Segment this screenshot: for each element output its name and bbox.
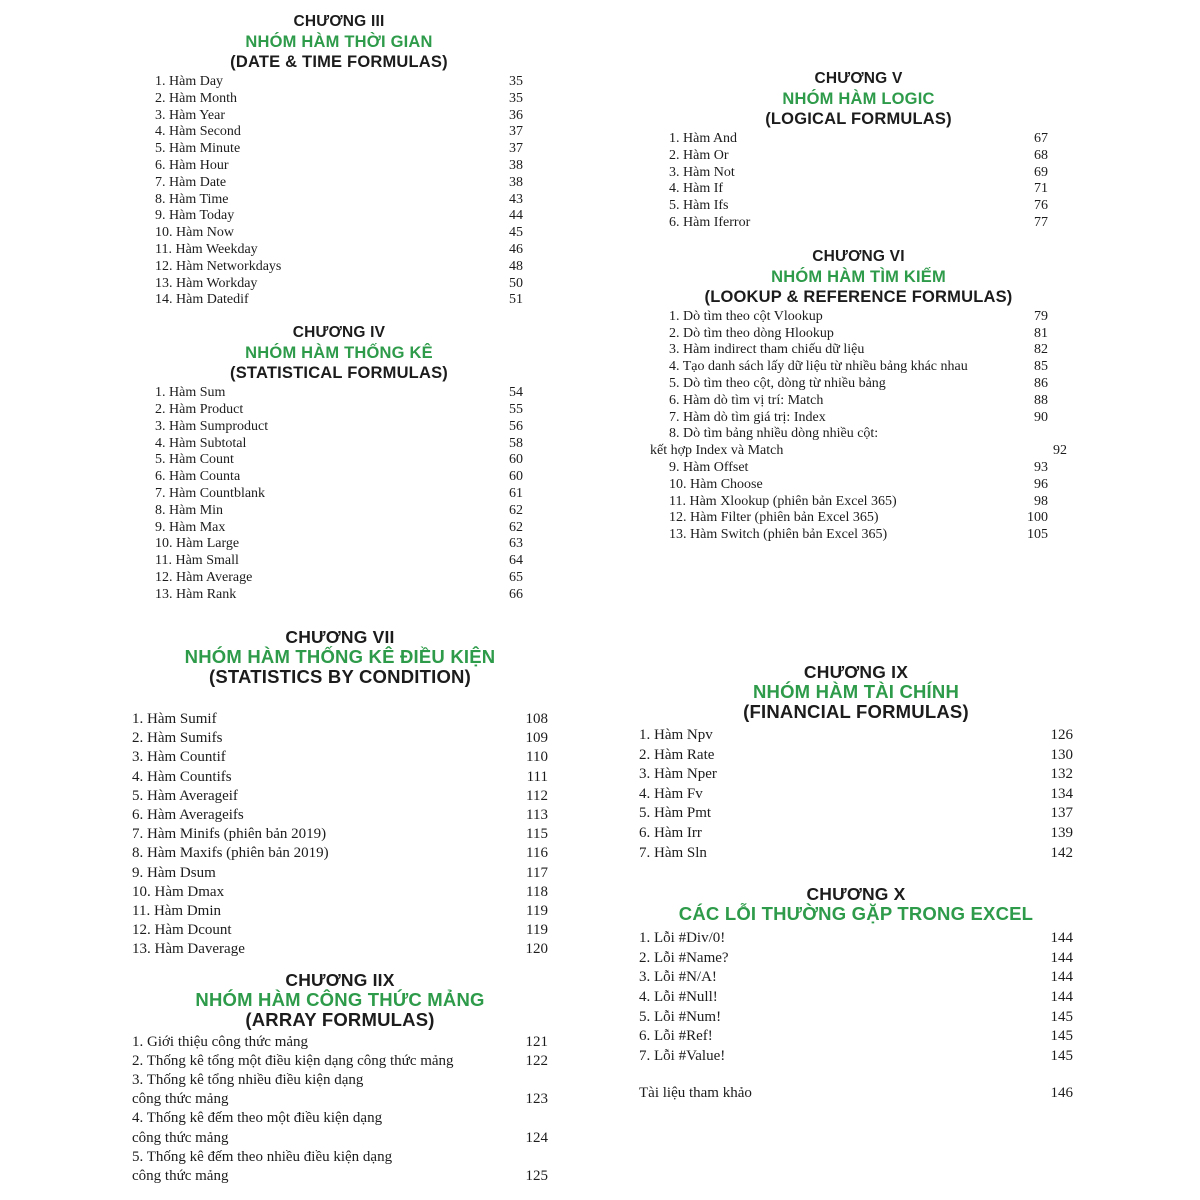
- toc-entry-label: 2. Hàm Product: [155, 401, 244, 417]
- toc-entry: [132, 1052, 548, 1071]
- toc-entry-label: 7. Hàm Minifs (phiên bản 2019): [132, 826, 327, 843]
- toc-entry: [132, 787, 548, 806]
- toc-entry-page-number: 61: [509, 485, 523, 501]
- toc-entry-label: 12. Hàm Filter (phiên bản Excel 365): [669, 510, 879, 526]
- toc-entry-label: 6. Hàm dò tìm vị trí: Match: [669, 392, 824, 408]
- toc-entry-page-number: 67: [1034, 131, 1048, 146]
- toc-entry-page-number: 66: [509, 586, 523, 602]
- toc-entry: [155, 536, 523, 553]
- toc-entry-label: 9. Hàm Max: [155, 519, 226, 535]
- chapter-number: CHƯƠNG III: [293, 13, 385, 30]
- toc-entry: [669, 426, 1048, 443]
- chapter-iix-heading: [132, 970, 548, 1030]
- toc-entry-page-number: 65: [509, 569, 523, 585]
- toc-entry-page-number: 54: [509, 385, 523, 401]
- toc-entry: [132, 825, 548, 844]
- chapter-6-items: [650, 308, 1067, 544]
- toc-entry-label: 13. Hàm Switch (phiên bản Excel 365): [669, 527, 888, 543]
- toc-entry-page-number: 93: [1034, 459, 1048, 475]
- toc-column-top-left: [155, 12, 523, 604]
- toc-entry-label: 7. Lỗi #Value!: [639, 1047, 726, 1064]
- toc-entry-label: 6. Hàm Iferror: [669, 214, 751, 230]
- toc-entry-label: 1. Hàm Sum: [155, 385, 226, 401]
- toc-entry-page-number: 144: [1050, 988, 1073, 1005]
- toc-entry-label: 1. Hàm Day: [155, 74, 224, 89]
- toc-entry: [132, 710, 548, 729]
- chapter-10-items: [639, 929, 1073, 1066]
- toc-entry-page-number: 86: [1034, 375, 1048, 391]
- toc-entry-page-number: 110: [526, 749, 548, 766]
- toc-entry: [639, 824, 1073, 844]
- chapter-6-section: [650, 247, 1067, 544]
- toc-entry-label: 1. Lỗi #Div/0!: [639, 930, 726, 947]
- toc-entry: [669, 460, 1048, 477]
- toc-entry-label: 4. Hàm Subtotal: [155, 435, 247, 451]
- toc-entry-page-number: 145: [1050, 1008, 1073, 1025]
- toc-entry: [155, 225, 523, 242]
- toc-entry-label: 5. Thống kê đếm theo nhiều điều kiện dạng: [132, 1148, 393, 1165]
- toc-entry-page-number: 123: [525, 1091, 548, 1108]
- chapter-6-heading: [669, 247, 1048, 307]
- toc-entry-label: 12. Hàm Average: [155, 569, 253, 585]
- toc-entry: [132, 1033, 548, 1052]
- toc-entry-label: 2. Hàm Rate: [639, 746, 715, 763]
- toc-column-bottom-left: [132, 627, 548, 1186]
- toc-entry: [155, 553, 523, 570]
- chapter-title-english: (STATISTICS BY CONDITION): [209, 666, 471, 687]
- toc-entry-label: 5. Hàm Ifs: [669, 198, 729, 214]
- toc-entry: [132, 1109, 548, 1128]
- toc-entry-page-number: 105: [1027, 527, 1048, 543]
- toc-column-top-right: [650, 69, 1067, 544]
- toc-entry: [155, 469, 523, 486]
- toc-entry: [132, 1148, 548, 1167]
- toc-entry-page-number: 112: [526, 787, 548, 804]
- toc-entry-label: 5. Hàm Count: [155, 452, 234, 468]
- toc-entry: [155, 402, 523, 419]
- chapter-3-heading: [155, 12, 523, 72]
- chapter-title-vietnamese: CÁC LỖI THƯỜNG GẶP TRONG EXCEL: [678, 903, 1034, 925]
- toc-entry-label: 11. Hàm Small: [155, 553, 239, 569]
- chapter-title-english: (FINANCIAL FORMULAS): [743, 701, 969, 722]
- toc-entry-label: 6. Hàm Averageifs: [132, 807, 244, 824]
- toc-entry-label: 14. Hàm Datedif: [155, 292, 249, 308]
- toc-entry-label: 1. Hàm Npv: [639, 727, 713, 743]
- toc-entry-page-number: 145: [1050, 1028, 1073, 1045]
- toc-entry: [155, 74, 523, 91]
- toc-entry: [132, 921, 548, 940]
- toc-entry-page-number: 100: [1027, 510, 1048, 526]
- toc-entry: [155, 587, 523, 604]
- toc-entry-page-number: 125: [525, 1168, 548, 1185]
- toc-entry: [639, 746, 1073, 766]
- toc-entry-page-number: 46: [509, 241, 523, 257]
- toc-entry-page-number: 63: [509, 536, 523, 552]
- toc-entry-page-number: 132: [1050, 766, 1073, 783]
- toc-entry-page-number: 139: [1050, 824, 1073, 841]
- toc-entry: [132, 844, 548, 863]
- toc-entry-label: 3. Hàm indirect tham chiếu dữ liệu: [669, 342, 865, 358]
- toc-entry: [155, 175, 523, 192]
- toc-entry-label: 4. Thống kê đếm theo một điều kiện dạng: [132, 1110, 383, 1127]
- toc-entry-page-number: 55: [509, 401, 523, 417]
- toc-entry-page-number: 69: [1034, 164, 1048, 180]
- toc-entry-page-number: 48: [509, 258, 523, 274]
- toc-entry-label: 3. Hàm Nper: [639, 766, 717, 783]
- toc-entry-page-number: 82: [1034, 342, 1048, 358]
- toc-entry: [639, 1027, 1073, 1047]
- toc-entry-page-number: 62: [509, 502, 523, 518]
- toc-entry: [155, 208, 523, 225]
- toc-entry-page-number: 88: [1034, 392, 1048, 408]
- toc-entry-page-number: 98: [1034, 493, 1048, 509]
- toc-entry-label: 13. Hàm Workday: [155, 275, 258, 291]
- chapter-7-heading: [132, 627, 548, 687]
- toc-entry-page-number: 50: [509, 275, 523, 291]
- toc-entry: [639, 949, 1073, 969]
- toc-entry-page-number: 81: [1034, 325, 1048, 341]
- toc-entry-page-number: 126: [1050, 727, 1073, 743]
- toc-entry: [132, 768, 548, 787]
- chapter-title-vietnamese: NHÓM HÀM TÀI CHÍNH: [752, 681, 960, 702]
- chapter-title-english: (ARRAY FORMULAS): [245, 1008, 435, 1030]
- toc-entry: [155, 292, 523, 309]
- toc-entry: [669, 342, 1048, 359]
- references-items: [639, 1084, 1073, 1104]
- toc-entry-label: 2. Hàm Or: [669, 147, 729, 163]
- chapter-title-vietnamese: NHÓM HÀM TÌM KIẾM: [771, 267, 946, 286]
- toc-entry-label: 6. Hàm Counta: [155, 469, 241, 485]
- toc-entry-page-number: 38: [509, 157, 523, 173]
- toc-entry-page-number: 35: [509, 90, 523, 106]
- toc-entry: [669, 510, 1048, 527]
- toc-entry-label: công thức mảng: [132, 1129, 229, 1146]
- toc-entry-page-number: 68: [1034, 147, 1048, 163]
- toc-entry-page-number: 109: [525, 730, 548, 747]
- toc-entry-label: công thức mảng: [132, 1168, 229, 1185]
- chapter-10-heading: [639, 884, 1073, 924]
- toc-entry: [639, 1084, 1073, 1104]
- chapter-5-items: [669, 131, 1048, 232]
- toc-entry-page-number: 35: [509, 74, 523, 89]
- toc-entry-label: 4. Tạo danh sách lấy dữ liệu từ nhiều bảng khác nhau: [669, 359, 968, 375]
- toc-entry: [669, 494, 1048, 511]
- toc-entry-label: 10. Hàm Large: [155, 536, 240, 552]
- toc-entry: [669, 326, 1048, 343]
- toc-entry: [639, 765, 1073, 785]
- toc-entry: [155, 436, 523, 453]
- chapter-title-vietnamese: NHÓM HÀM LOGIC: [782, 90, 935, 108]
- toc-entry-label: 11. Hàm Weekday: [155, 241, 258, 257]
- toc-entry-label: 7. Hàm Countblank: [155, 485, 266, 501]
- chapter-5-heading: [669, 69, 1048, 129]
- toc-entry: [155, 570, 523, 587]
- toc-entry-label: 13. Hàm Daverage: [132, 941, 245, 958]
- toc-entry: [669, 198, 1048, 215]
- toc-entry-page-number: 146: [1050, 1085, 1073, 1102]
- toc-entry-page-number: 145: [1050, 1047, 1073, 1064]
- toc-entry-page-number: 60: [509, 452, 523, 468]
- toc-entry: [155, 141, 523, 158]
- toc-entry-label: 9. Hàm Today: [155, 208, 235, 224]
- toc-entry-label: 3. Hàm Countif: [132, 749, 226, 766]
- toc-entry-label: 4. Lỗi #Null!: [639, 988, 718, 1005]
- toc-entry: [669, 181, 1048, 198]
- toc-entry: [132, 806, 548, 825]
- toc-entry-page-number: 96: [1034, 476, 1048, 492]
- toc-entry-page-number: 124: [525, 1129, 548, 1146]
- toc-entry: [639, 988, 1073, 1008]
- toc-entry: [132, 1167, 548, 1186]
- toc-entry: [132, 1071, 548, 1090]
- toc-entry: [132, 902, 548, 921]
- toc-entry: [132, 883, 548, 902]
- chapter-5-section: [669, 69, 1048, 232]
- toc-entry: [639, 1047, 1073, 1067]
- toc-entry-label: 5. Dò tìm theo cột, dòng từ nhiều bảng: [669, 375, 886, 391]
- toc-entry-label: 2. Lỗi #Name?: [639, 949, 729, 966]
- toc-entry-page-number: 108: [525, 711, 548, 727]
- chapter-number: CHƯƠNG IX: [803, 662, 909, 682]
- toc-entry-label: 4. Hàm Countifs: [132, 768, 232, 785]
- toc-entry-page-number: 37: [509, 141, 523, 157]
- toc-entry-page-number: 37: [509, 124, 523, 140]
- toc-entry: [155, 520, 523, 537]
- chapter-number: CHƯƠNG X: [806, 884, 906, 905]
- toc-entry-page-number: 64: [509, 553, 523, 569]
- toc-entry: [155, 486, 523, 503]
- toc-entry-label: 5. Lỗi #Num!: [639, 1008, 722, 1025]
- toc-entry-page-number: 119: [526, 922, 548, 939]
- toc-entry-label: 10. Hàm Dmax: [132, 883, 225, 900]
- toc-entry: [669, 131, 1048, 148]
- toc-entry: [132, 940, 548, 959]
- toc-entry-page-number: 44: [509, 208, 523, 224]
- chapter-4-items: [155, 385, 523, 603]
- toc-entry: [155, 503, 523, 520]
- chapter-title-vietnamese: NHÓM HÀM THỜI GIAN: [245, 33, 433, 51]
- toc-entry-label: 6. Hàm Irr: [639, 824, 702, 841]
- toc-entry-label: 9. Hàm Dsum: [132, 864, 216, 881]
- toc-entry-page-number: 117: [526, 864, 548, 881]
- toc-entry-page-number: 116: [526, 845, 548, 862]
- toc-entry-label: kết hợp Index và Match: [650, 443, 784, 459]
- toc-entry-page-number: 90: [1034, 409, 1048, 425]
- toc-entry: [639, 844, 1073, 864]
- toc-entry-page-number: 45: [509, 225, 523, 241]
- toc-entry: [639, 726, 1073, 746]
- references-section: [639, 1084, 1073, 1104]
- toc-entry-label: 2. Hàm Sumifs: [132, 730, 223, 747]
- chapter-number: CHƯƠNG V: [814, 70, 903, 87]
- toc-entry-label: 1. Hàm And: [669, 131, 738, 146]
- toc-entry: [155, 419, 523, 436]
- toc-entry: [155, 452, 523, 469]
- toc-entry-page-number: 118: [526, 883, 548, 900]
- toc-entry-page-number: 38: [509, 174, 523, 190]
- chapter-title-vietnamese: NHÓM HÀM CÔNG THỨC MẢNG: [195, 988, 485, 1010]
- toc-entry: [155, 276, 523, 293]
- toc-entry-label: 3. Hàm Year: [155, 107, 225, 123]
- toc-entry: [155, 242, 523, 259]
- toc-entry: [669, 527, 1048, 544]
- toc-entry: [132, 748, 548, 767]
- chapter-number: CHƯƠNG IIX: [285, 969, 395, 990]
- toc-entry-label: 4. Hàm Fv: [639, 785, 703, 802]
- chapter-4-section: [155, 323, 523, 603]
- chapter-number: CHƯƠNG IV: [292, 324, 386, 342]
- toc-entry: [669, 215, 1048, 232]
- toc-entry: [639, 1008, 1073, 1028]
- toc-entry-page-number: 134: [1050, 785, 1073, 802]
- toc-entry: [155, 259, 523, 276]
- toc-entry-page-number: 92: [1053, 443, 1067, 459]
- toc-entry: [669, 359, 1048, 376]
- toc-entry-label: 1. Giới thiệu công thức mảng: [132, 1033, 309, 1050]
- toc-entry-label: 3. Lỗi #N/A!: [639, 969, 717, 986]
- chapter-title-english: (DATE & TIME FORMULAS): [230, 53, 448, 71]
- toc-entry: [669, 393, 1048, 410]
- toc-entry-label: 2. Hàm Month: [155, 90, 238, 106]
- toc-entry: [155, 124, 523, 141]
- toc-entry-label: 11. Hàm Dmin: [132, 903, 222, 920]
- toc-entry-page-number: 144: [1050, 930, 1073, 947]
- toc-entry: [132, 864, 548, 883]
- toc-entry-page-number: 122: [525, 1052, 548, 1069]
- toc-entry: [132, 1090, 548, 1109]
- toc-entry-label: 1. Dò tìm theo cột Vlookup: [669, 308, 823, 324]
- toc-entry-label: 8. Dò tìm bảng nhiều dòng nhiều cột:: [669, 426, 879, 442]
- chapter-title-english: (LOOKUP & REFERENCE FORMULAS): [704, 287, 1013, 306]
- toc-entry-label: 3. Thống kê tổng nhiều điều kiện dạng: [132, 1072, 364, 1089]
- toc-entry-label: 7. Hàm Sln: [639, 844, 707, 861]
- toc-entry: [639, 968, 1073, 988]
- toc-entry: [650, 443, 1067, 460]
- chapter-number: CHƯƠNG VII: [285, 627, 395, 647]
- toc-entry: [155, 108, 523, 125]
- toc-entry-page-number: 120: [525, 941, 548, 958]
- toc-entry: [669, 410, 1048, 427]
- toc-entry: [155, 158, 523, 175]
- toc-entry-page-number: 76: [1034, 198, 1048, 214]
- chapter-title-english: (STATISTICAL FORMULAS): [230, 364, 448, 383]
- chapter-title-vietnamese: NHÓM HÀM THỐNG KÊ: [245, 344, 433, 363]
- toc-entry-page-number: 43: [509, 191, 523, 207]
- toc-entry-page-number: 115: [526, 826, 548, 843]
- toc-entry-label: 6. Hàm Hour: [155, 157, 229, 173]
- chapter-number: CHƯƠNG VI: [812, 247, 905, 265]
- toc-entry-page-number: 56: [509, 418, 523, 434]
- chapter-3-items: [155, 74, 523, 309]
- toc-entry-label: 11. Hàm Xlookup (phiên bản Excel 365): [669, 493, 897, 509]
- toc-entry-label: 2. Dò tìm theo dòng Hlookup: [669, 325, 834, 341]
- toc-entry-label: công thức mảng: [132, 1091, 229, 1108]
- chapter-title-vietnamese: NHÓM HÀM THỐNG KÊ ĐIỀU KIỆN: [184, 646, 496, 667]
- toc-entry-label: 4. Hàm If: [669, 181, 724, 197]
- toc-entry: [669, 309, 1048, 326]
- toc-entry-page-number: 60: [509, 469, 523, 485]
- toc-entry: [669, 376, 1048, 393]
- toc-entry-label: 7. Hàm Date: [155, 174, 227, 190]
- chapter-7-items: [132, 710, 548, 960]
- toc-entry: [639, 804, 1073, 824]
- toc-entry-label: 5. Hàm Minute: [155, 141, 241, 157]
- toc-entry-page-number: 85: [1034, 359, 1048, 375]
- toc-entry-label: 3. Hàm Not: [669, 164, 735, 180]
- chapter-iix-section: [132, 970, 548, 1187]
- toc-entry: [132, 729, 548, 748]
- toc-entry-label: 5. Hàm Averageif: [132, 787, 238, 804]
- toc-entry-page-number: 51: [509, 292, 523, 308]
- toc-entry-label: 4. Hàm Second: [155, 124, 241, 140]
- toc-entry-page-number: 142: [1050, 844, 1073, 861]
- toc-entry-label: 9. Hàm Offset: [669, 459, 749, 475]
- toc-entry-page-number: 130: [1050, 746, 1073, 763]
- toc-entry: [669, 165, 1048, 182]
- toc-entry: [639, 929, 1073, 949]
- toc-entry-page-number: 71: [1034, 181, 1048, 197]
- toc-entry-page-number: 137: [1050, 805, 1073, 822]
- toc-entry-label: 8. Hàm Min: [155, 502, 224, 518]
- toc-column-bottom-right: [639, 662, 1073, 1104]
- toc-entry-page-number: 144: [1050, 969, 1073, 986]
- toc-entry-page-number: 62: [509, 519, 523, 535]
- toc-entry: [155, 91, 523, 108]
- toc-entry: [132, 1129, 548, 1148]
- chapter-7-section: [132, 627, 548, 960]
- toc-entry-label: 13. Hàm Rank: [155, 586, 237, 602]
- toc-entry-label: 3. Hàm Sumproduct: [155, 418, 269, 434]
- toc-entry-page-number: 144: [1050, 949, 1073, 966]
- chapter-3-section: [155, 12, 523, 309]
- toc-entry: [669, 148, 1048, 165]
- toc-entry-page-number: 58: [509, 435, 523, 451]
- toc-entry-label: 12. Hàm Dcount: [132, 922, 232, 939]
- toc-entry-label: 12. Hàm Networkdays: [155, 258, 282, 274]
- chapter-title-english: (LOGICAL FORMULAS): [765, 110, 952, 128]
- toc-entry-page-number: 113: [526, 807, 548, 824]
- toc-entry-page-number: 121: [525, 1033, 548, 1050]
- toc-entry-label: 5. Hàm Pmt: [639, 805, 712, 822]
- toc-entry: [155, 385, 523, 402]
- toc-entry-page-number: 111: [526, 768, 548, 785]
- toc-entry-page-number: 36: [509, 107, 523, 123]
- chapter-iix-items: [132, 1033, 548, 1187]
- toc-entry-label: 10. Hàm Now: [155, 225, 234, 241]
- toc-entry: [669, 477, 1048, 494]
- chapter-9-items: [639, 726, 1073, 863]
- toc-entry-label: 8. Hàm Time: [155, 191, 229, 207]
- toc-entry-page-number: 77: [1034, 214, 1048, 230]
- toc-entry-label: 1. Hàm Sumif: [132, 711, 217, 727]
- chapter-9-section: [639, 662, 1073, 863]
- chapter-4-heading: [155, 323, 523, 383]
- toc-entry: [639, 785, 1073, 805]
- chapter-10-section: [639, 884, 1073, 1066]
- toc-entry: [155, 192, 523, 209]
- toc-entry-label: 7. Hàm dò tìm giá trị: Index: [669, 409, 826, 425]
- chapter-9-heading: [639, 662, 1073, 722]
- toc-entry-page-number: 119: [526, 903, 548, 920]
- toc-entry-label: Tài liệu tham khảo: [639, 1085, 752, 1102]
- toc-entry-page-number: 79: [1034, 308, 1048, 324]
- toc-entry-label: 6. Lỗi #Ref!: [639, 1028, 713, 1045]
- toc-entry-label: 8. Hàm Maxifs (phiên bản 2019): [132, 845, 329, 862]
- toc-entry-label: 2. Thống kê tổng một điều kiện dạng công thức mảng: [132, 1052, 454, 1069]
- toc-entry-label: 10. Hàm Choose: [669, 476, 763, 492]
